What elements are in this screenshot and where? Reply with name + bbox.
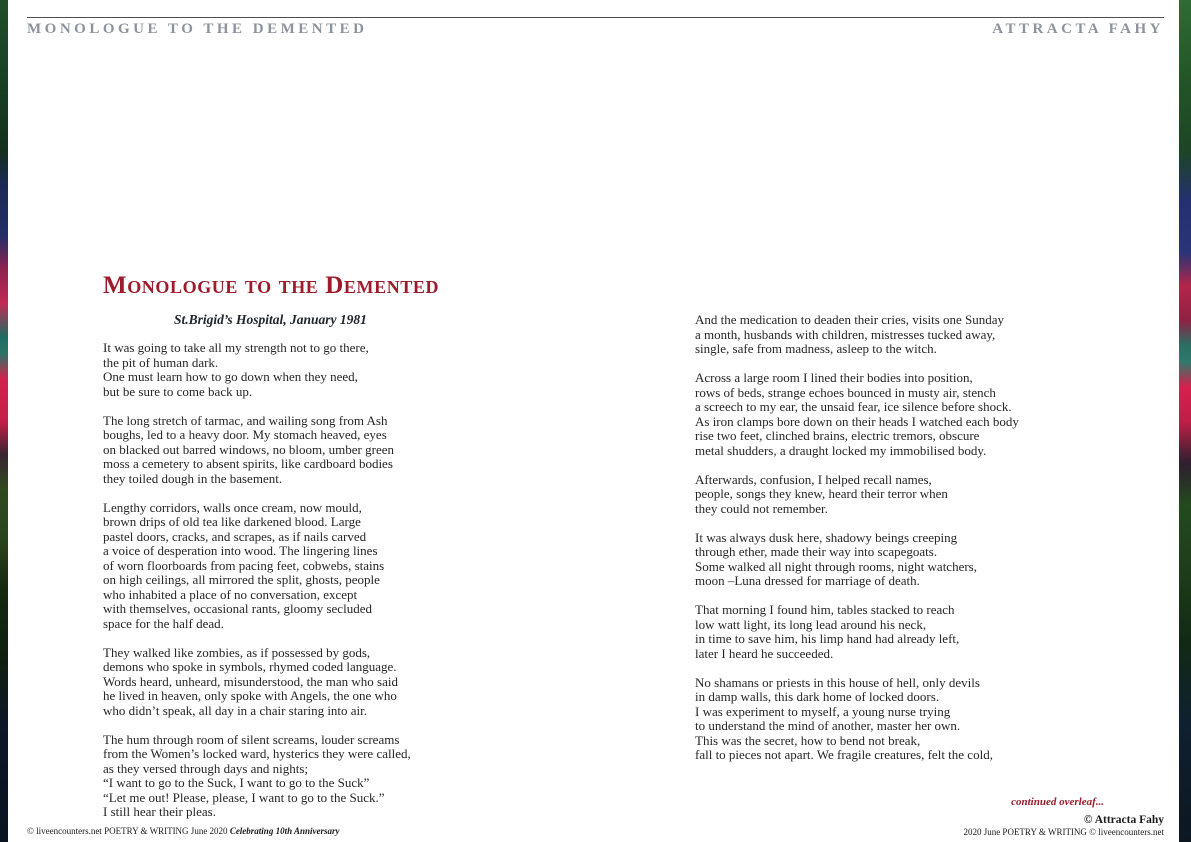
running-header-author: ATTRACTA FAHY — [992, 21, 1164, 37]
stanza — [103, 501, 523, 632]
poem-line: space for the half dead. — [103, 615, 224, 631]
poem-line: a screech to my ear, the unsaid fear, ice silence before shock. — [695, 399, 1012, 414]
poem-line: The hum through room of silent screams, louder screams — [103, 731, 400, 747]
poem-line: in damp walls, this dark home of locked doors. — [695, 689, 940, 704]
poem-title: Monologue to the Demented — [103, 272, 440, 299]
poem-subtitle: St.Brigid’s Hospital, January 1981 — [174, 312, 367, 327]
poem-line: but be sure to come back up. — [103, 383, 253, 399]
poem-line: Across a large room I lined their bodies into position, — [695, 370, 973, 385]
footer-author-copyright: © Attracta Fahy — [1083, 814, 1164, 826]
stanza — [695, 531, 1115, 589]
poem-line: on high ceilings, all mirrored the split, ghosts, people — [103, 572, 380, 587]
poem-line: the pit of human dark. — [103, 354, 219, 370]
poem-line: single, safe from madness, asleep to the witch. — [695, 341, 937, 356]
stanza — [695, 473, 1115, 517]
poem-line: later I heard he succeeded. — [695, 645, 834, 661]
poem-line: boughs, led to a heavy door. My stomach heaved, eyes — [103, 427, 387, 442]
header-rule — [27, 17, 1164, 18]
poem-line: “Let me out! Please, please, I want to go to the Suck.” — [103, 789, 385, 805]
poem-column-right — [695, 313, 1115, 777]
poem-line: No shamans or priests in this house of hell, only devils — [695, 674, 980, 690]
poem-line: in time to save him, his limp hand had already left, — [695, 631, 960, 646]
stanza — [695, 371, 1115, 458]
poem-line: rows of beds, strange echoes bounced in musty air, stench — [695, 384, 996, 400]
poem-line: they could not remember. — [695, 500, 828, 516]
poem-line: That morning I found him, tables stacked to reach — [695, 602, 955, 617]
poem-line: he lived in heaven, only spoke with Angels, the one who — [103, 688, 397, 703]
poem-line: moon –Luna dressed for marriage of death. — [695, 573, 920, 588]
footer-right — [963, 814, 1164, 838]
stanza — [103, 414, 523, 487]
stanza — [103, 341, 523, 399]
stanza — [695, 603, 1115, 661]
poem-line: Lengthy corridors, walls once cream, now mould, — [103, 499, 362, 515]
poem-line: of worn floorboards from pacing feet, cobwebs, stains — [103, 557, 385, 573]
poem-line: Some walked all night through rooms, night watchers, — [695, 558, 977, 574]
poem-line: Afterwards, confusion, I helped recall names, — [695, 471, 932, 487]
poem-line: on blacked out barred windows, no bloom, umber green — [103, 441, 394, 457]
poem-line: I still hear their pleas. — [103, 804, 216, 819]
footer-left-text: © liveencounters.net POETRY & WRITING June 2020 — [27, 826, 230, 836]
poem-column-left — [103, 341, 523, 834]
poem-line: Words heard, unheard, misunderstood, the man who said — [103, 673, 399, 689]
poem-line: to understand the mind of another, master her own. — [695, 718, 961, 733]
stanza — [695, 676, 1115, 763]
poem-line: brown drips of old tea like darkened blood. Large — [103, 514, 361, 529]
poem-line: fall to pieces not apart. We fragile creatures, felt the cold, — [695, 747, 993, 762]
footer-left — [27, 826, 340, 836]
poem-line: rise two feet, clinched brains, electric tremors, obscure — [695, 428, 980, 443]
poem-line: people, songs they knew, heard their terror when — [695, 486, 948, 501]
poem-line: from the Women’s locked ward, hysterics they were called, — [103, 746, 411, 761]
poem-line: It was always dusk here, shadowy beings creeping — [695, 529, 958, 545]
poem-line: One must learn how to go down when they need, — [103, 369, 358, 384]
poem-line: through ether, made their way into scapegoats. — [695, 544, 938, 559]
poem-line: It was going to take all my strength not to go there, — [103, 340, 369, 355]
continued-overleaf-note: continued overleaf... — [1011, 796, 1104, 808]
poem-line: I was experiment to myself, a young nurse trying — [695, 703, 951, 719]
poem-line: This was the secret, how to bend not break, — [695, 732, 921, 748]
poem-line: they toiled dough in the basement. — [103, 470, 283, 486]
poem-line: The long stretch of tarmac, and wailing song from Ash — [103, 412, 388, 428]
poem-line: And the medication to deaden their cries, visits one Sunday — [695, 312, 1005, 327]
poem-line: As iron clamps bore down on their heads I watched each body — [695, 413, 1019, 429]
poem-line: as they versed through days and nights; — [103, 760, 309, 776]
poem-line: a voice of desperation into wood. The lingering lines — [103, 543, 378, 558]
poem-line: demons who spoke in symbols, rhymed coded language. — [103, 659, 397, 674]
poem-line: a month, husbands with children, mistresses tucked away, — [695, 326, 996, 342]
poem-line: low watt light, its long lead around his neck, — [695, 616, 927, 632]
running-header-title: MONOLOGUE TO THE DEMENTED — [27, 21, 368, 37]
poem-line: pastel doors, cracks, and scrapes, as if nails carved — [103, 528, 367, 544]
poem-line: “I want to go to the Suck, I want to go to the Suck” — [103, 775, 370, 790]
poem-line: who inhabited a place of no conversation, except — [103, 586, 358, 602]
footer-publication-credit: 2020 June POETRY & WRITING © liveencounters.net — [963, 827, 1164, 837]
poem-line: metal shudders, a draught locked my immobilised body. — [695, 442, 987, 458]
stanza — [103, 733, 523, 820]
poem-line: with themselves, occasional rants, gloomy secluded — [103, 601, 372, 616]
stanza — [103, 646, 523, 719]
left-photo-edge-strip — [0, 0, 8, 842]
poem-line: They walked like zombies, as if possessed by gods, — [103, 644, 371, 660]
stanza — [695, 313, 1115, 357]
footer-left-anniversary: Celebrating 10th Anniversary — [229, 826, 340, 836]
poem-line: who didn’t speak, all day in a chair staring into air. — [103, 702, 368, 718]
poem-line: moss a cemetery to absent spirits, like cardboard bodies — [103, 456, 393, 471]
right-photo-edge-strip — [1179, 0, 1191, 842]
